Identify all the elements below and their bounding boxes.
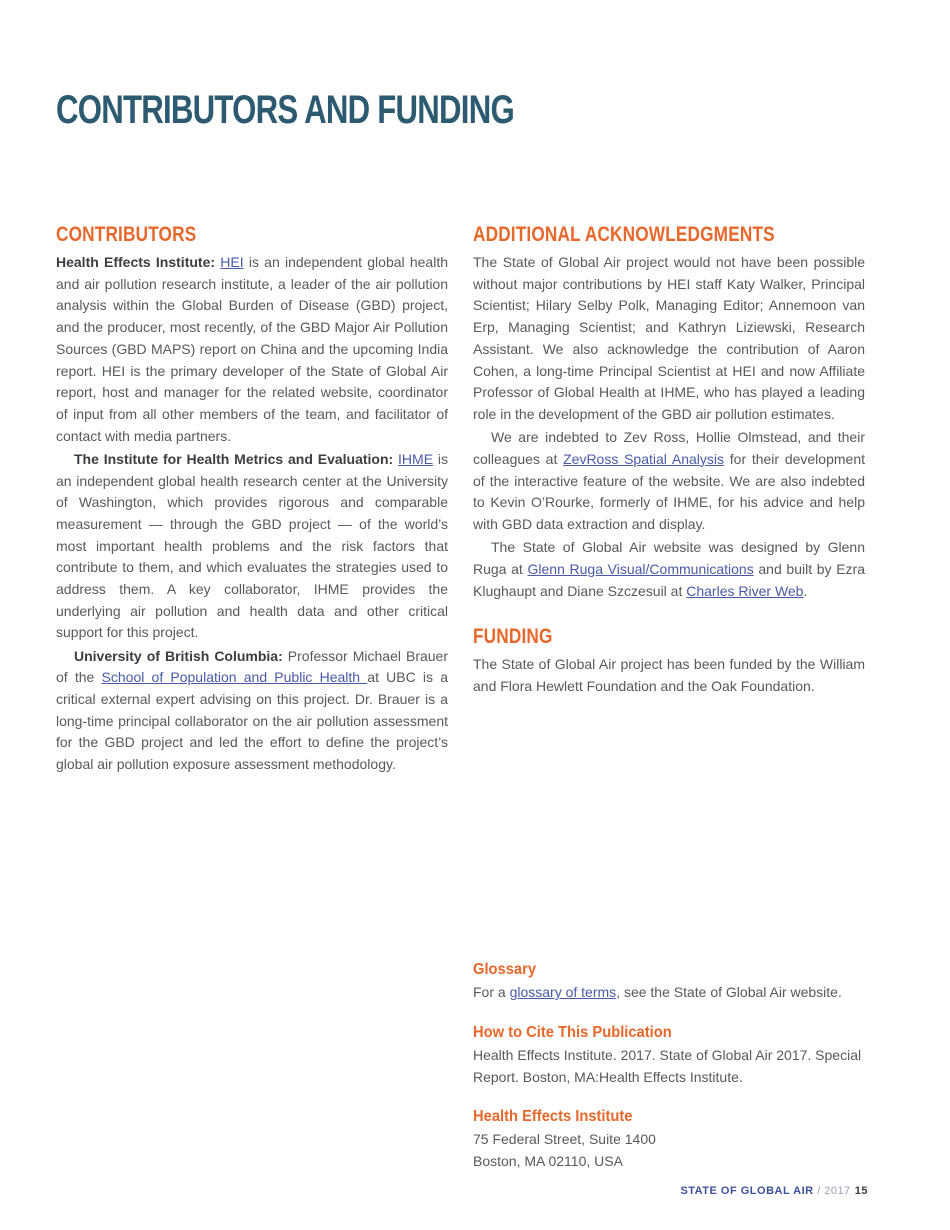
address-heading: Health Effects Institute bbox=[473, 1108, 633, 1125]
ihme-link[interactable]: IHME bbox=[398, 450, 434, 467]
ack-p2-before: We are indebted to Zev Ross, Hollie Olmstead, and their colleagues at bbox=[473, 429, 865, 467]
charles-river-web-link[interactable]: Charles River Web bbox=[686, 582, 804, 599]
ubc-school-link[interactable]: School of Population and Public Health bbox=[101, 669, 368, 686]
ubc-paragraph bbox=[56, 646, 448, 776]
hei-text: is an independent global health and air pollution research institute, a leader of the air pollution analysis within the Global Burden of Disease (GBD) project, and the producer, most recently, of the GBD Major Air Pollution Sources (GBD MAPS) report on China and the upcoming India report. HEI is the primary developer of the State of Global Air report, host and manager for the related website, coordinator of input from all other members of the team, and facilitator of contact with media partners. bbox=[56, 254, 449, 444]
ack-p3-before: The State of Global Air website was designed by Glenn Ruga at bbox=[473, 539, 865, 577]
glossary-link[interactable]: glossary of terms bbox=[509, 984, 617, 1000]
page-number: 15 bbox=[854, 1185, 868, 1197]
glossary-before: For a bbox=[473, 984, 510, 1000]
ubc-label: University of British Columbia: bbox=[74, 647, 283, 664]
cite-block bbox=[473, 1022, 893, 1088]
ihme-label: The Institute for Health Metrics and Evaluation: bbox=[74, 450, 394, 467]
hei-paragraph bbox=[56, 252, 448, 447]
address-line-1: 75 Federal Street, Suite 1400 bbox=[473, 1131, 656, 1147]
hei-label: Health Effects Institute: bbox=[56, 254, 216, 270]
glenn-ruga-link[interactable]: Glenn Ruga Visual/Communications bbox=[527, 560, 754, 577]
page-footer bbox=[680, 1185, 868, 1197]
ihme-text: is an independent global health research center at the University of Washington, which provides rigorous and comparable measurement — through the GBD project — of the world’s most important health problems and the risk factors that contribute to them, and which evaluates the strategies used to address them. A key collaborator, IHME provides the underlying air pollution and health data and other critical support for this project. bbox=[56, 450, 448, 641]
footer-separator: / bbox=[813, 1185, 825, 1197]
glossary-text bbox=[473, 981, 893, 1003]
cite-text: Health Effects Institute. 2017. State of Global Air 2017. Special Report. Boston, MA:Health Effects Institute. bbox=[473, 1047, 862, 1085]
ack-paragraph-3 bbox=[473, 537, 865, 602]
cite-heading: How to Cite This Publication bbox=[473, 1024, 672, 1041]
address-block bbox=[473, 1106, 893, 1172]
contributors-column bbox=[56, 222, 448, 776]
ack-p3-mid: and built by Ezra Klughaupt and Diane Szczesuil at bbox=[473, 560, 865, 599]
ubc-text-after: at UBC is a critical external expert advising on this project. Dr. Brauer is a long-time principal collaborator on the air pollution assessment for the GBD project and led the effort to define the project’s global air pollution exposure assessment methodology. bbox=[56, 669, 449, 773]
address-line-2: Boston, MA 02110, USA bbox=[473, 1153, 623, 1169]
glossary-after: , see the State of Global Air website. bbox=[616, 984, 842, 1000]
ack-p2-after: for their development of the interactive feature of the website. We are also indebted to Kevin O’Rourke, formerly of IHME, for his advice and help with GBD data extraction and display. bbox=[473, 450, 865, 532]
contributors-heading: CONTRIBUTORS bbox=[56, 223, 197, 246]
ihme-paragraph bbox=[56, 449, 448, 644]
footer-brand: STATE OF GLOBAL AIR bbox=[680, 1185, 814, 1197]
ubc-text-before: Professor Michael Brauer of the bbox=[56, 647, 449, 686]
funding-heading: FUNDING bbox=[473, 625, 553, 649]
hei-link[interactable]: HEI bbox=[220, 254, 244, 270]
acknowledgments-column bbox=[473, 222, 865, 698]
glossary-heading: Glossary bbox=[473, 961, 537, 978]
footer-year: 2017 bbox=[824, 1185, 851, 1197]
ack-paragraph-1: The State of Global Air project would not have been possible without major contributions by HEI staff Katy Walker, Principal Scientist; Hilary Selby Polk, Managing Editor; Annemoon van Erp, Managing Scientist; and Kathryn Liziewski, Research Assistant. We also acknowledge the contribution of Aaron Cohen, a long-time Principal Scientist at HEI and now Affiliate Professor of Global Health at IHME, who has played a leading role in the development of the GBD air pollution estimates. bbox=[473, 254, 865, 422]
page-title: CONTRIBUTORS AND FUNDING bbox=[56, 88, 514, 132]
acknowledgments-heading: ADDITIONAL ACKNOWLEDGMENTS bbox=[473, 223, 775, 246]
ack-p3-end: . bbox=[803, 582, 808, 599]
funding-paragraph: The State of Global Air project has been funded by the William and Flora Hewlett Foundation and the Oak Foundation. bbox=[473, 656, 865, 694]
glossary-block bbox=[473, 959, 893, 1003]
zevross-link[interactable]: ZevRoss Spatial Analysis bbox=[563, 450, 725, 467]
ack-paragraph-2 bbox=[473, 427, 865, 536]
